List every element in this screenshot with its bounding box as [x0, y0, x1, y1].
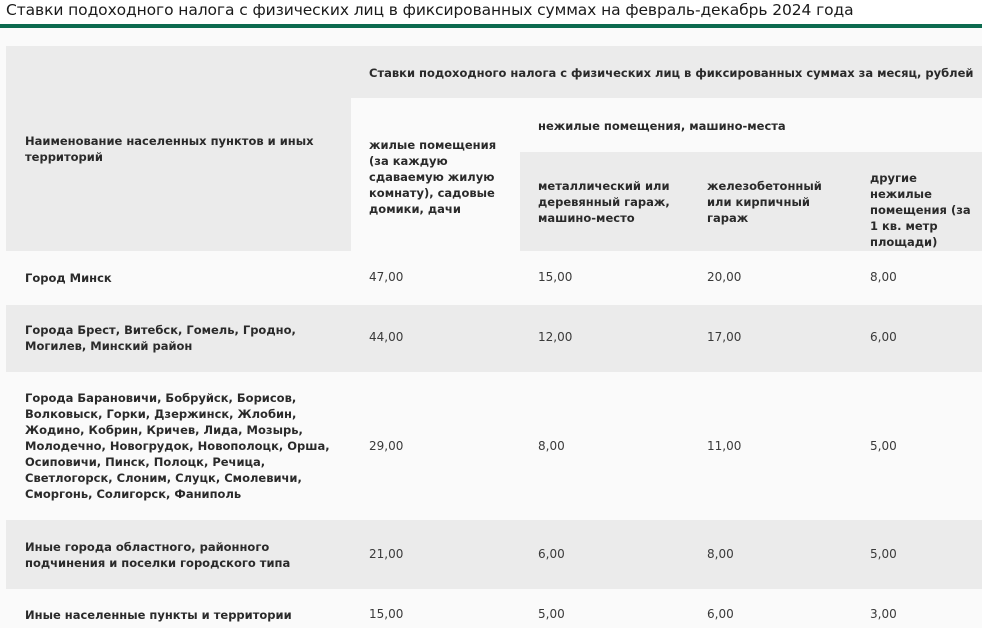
row-name: Города Барановичи, Бобруйск, Борисов, Волковыск, Горки, Дзержинск, Жлобин, Жодино, Кобрин, Кричев, Лида, Мозырь, Молодечно, Новогрудок, Новополоцк, Орша, Осиповичи, Пинск, Полоцк, Речица, Светлогорск, Слоним, Слуцк, Смолевичи, Сморгонь, Солигорск, Фаниполь — [25, 391, 330, 501]
header-residential: жилые помещения (за каждую сдаваемую жилую комнату), садовые домики, дачи — [369, 138, 497, 216]
row-residential: 15,00 — [369, 607, 404, 621]
row-other: 3,00 — [870, 607, 897, 621]
page-title: Ставки подоходного налога с физических лиц в фиксированных суммах на февраль-декабрь 2024 года — [6, 1, 854, 19]
row-name: Город Минск — [25, 271, 112, 285]
row-metal-garage: 6,00 — [538, 547, 565, 561]
row-concrete-garage: 11,00 — [707, 439, 742, 453]
header-nonresidential-group: нежилые помещения, машино-места — [538, 119, 786, 133]
row-other: 6,00 — [870, 330, 897, 344]
row-other: 8,00 — [870, 270, 897, 284]
row-concrete-garage: 20,00 — [707, 270, 742, 284]
header-concrete-garage: железобетонный или кирпичный гараж — [707, 179, 822, 225]
row-metal-garage: 12,00 — [538, 330, 573, 344]
header-rates-group: Ставки подоходного налога с физических лиц в фиксированных суммах за месяц, рублей — [369, 66, 974, 80]
row-residential: 44,00 — [369, 330, 404, 344]
row-other: 5,00 — [870, 547, 897, 561]
row-name: Иные города областного, районного подчинения и поселки городского типа — [25, 540, 291, 570]
row-name: Города Брест, Витебск, Гомель, Гродно, Могилев, Минский район — [25, 323, 296, 353]
row-metal-garage: 8,00 — [538, 439, 565, 453]
row-name: Иные населенные пункты и территории — [25, 608, 292, 622]
row-metal-garage: 15,00 — [538, 270, 573, 284]
row-residential: 47,00 — [369, 270, 404, 284]
header-other-nonresidential: другие нежилые помещения (за 1 кв. метр площади) — [870, 171, 971, 249]
header-metal-garage: металлический или деревянный гараж, машино-место — [538, 179, 670, 225]
row-concrete-garage: 6,00 — [707, 607, 734, 621]
row-other: 5,00 — [870, 439, 897, 453]
header-territory: Наименование населенных пунктов и иных территорий — [25, 134, 314, 164]
row-residential: 21,00 — [369, 547, 404, 561]
page-header — [0, 0, 982, 28]
row-metal-garage: 5,00 — [538, 607, 565, 621]
row-concrete-garage: 8,00 — [707, 547, 734, 561]
row-concrete-garage: 17,00 — [707, 330, 742, 344]
row-residential: 29,00 — [369, 439, 404, 453]
tax-rates-table — [0, 28, 982, 628]
